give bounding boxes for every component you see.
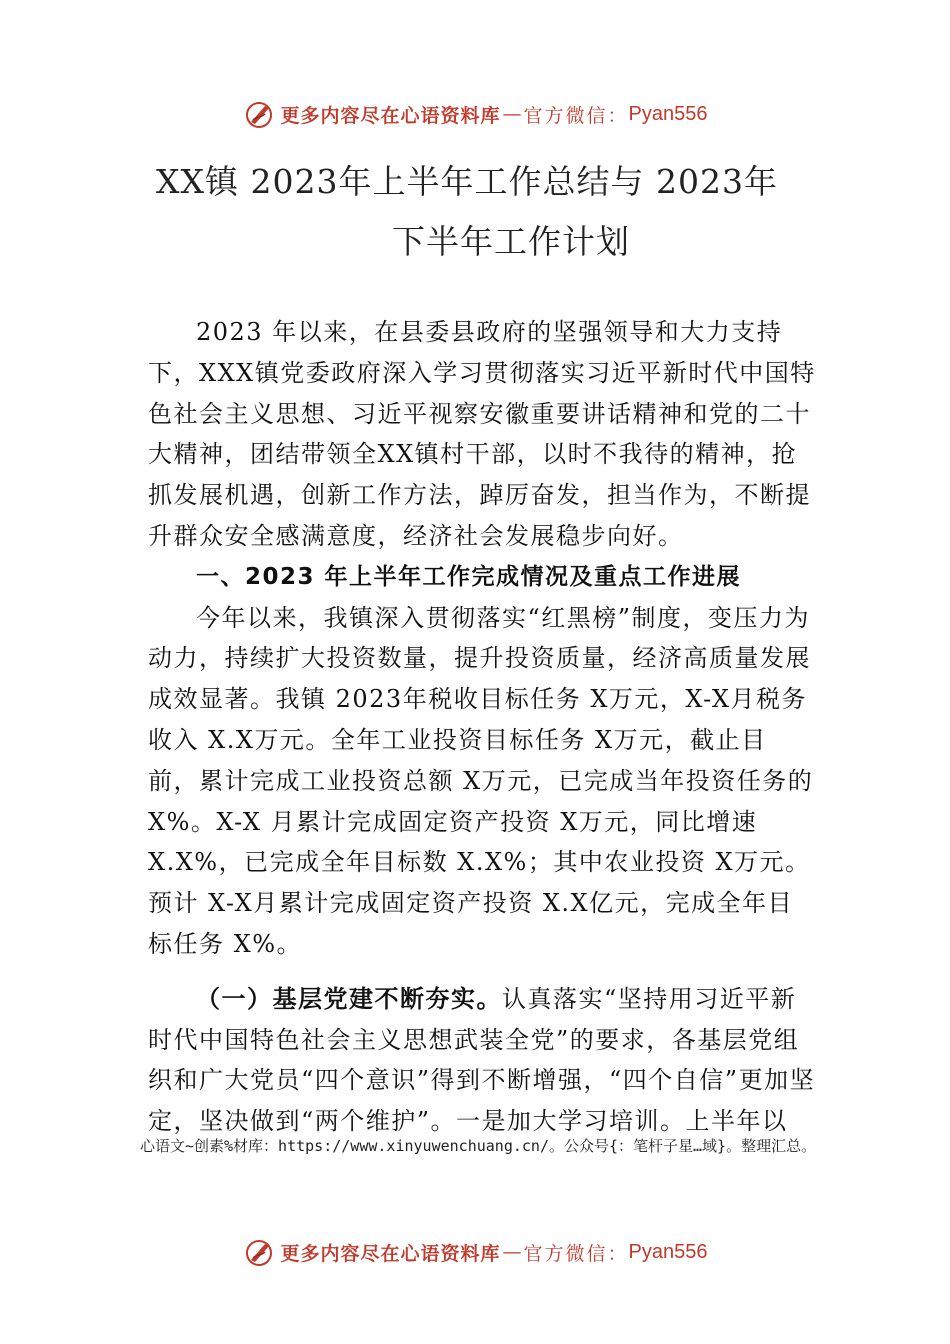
- document-title-line2: 下半年工作计划: [392, 222, 630, 261]
- document-body: [148, 312, 816, 1142]
- banner-wechat-id: Pyan556: [628, 102, 708, 125]
- progress-paragraph: 今年以来，我镇深入贯彻落实“红黑榜”制度，变压力为动力，持续扩大投资数量，提升投资质量，经济高质量发展成效显著。我镇 2023年税收目标任务 X万元，X-X月税务收入 X.X万元。全年工业投资目标任务 X万元，截止目前，累计完成工业投资总额 X万元，已完成当年投资任务的 X%。X-X 月累计完成固定资产投资 X万元，同比增速 X.X%，已完成全年目标数 X.X%；其中农业投资 X万元。预计 X-X月累计完成固定资产投资 X.X亿元，完成全年目标任务 X%。: [148, 603, 814, 958]
- banner-wechat-label: 官方微信：: [523, 104, 629, 127]
- banner-wechat-label: 官方微信：: [523, 1242, 629, 1265]
- banner-text: 更多内容尽在心语资料库: [280, 1242, 501, 1265]
- banner-dash: —: [502, 103, 522, 125]
- pen-logo-icon: [243, 1236, 275, 1268]
- party-building-text: 认真落实“坚持用习近平新时代中国特色社会主义思想武装全党”的要求，各基层党组织和广大党员“四个意识”得到不断增强，“四个自信”更加坚定，坚决做到“两个维护”。一是加大学习培训。上半年以: [148, 984, 816, 1136]
- header-banner: [0, 94, 950, 134]
- section-heading: 一、2023 年上半年工作完成情况及重点工作进展: [196, 563, 742, 590]
- footer-banner: [0, 1232, 950, 1272]
- party-building-paragraph: [148, 979, 816, 1142]
- document-title-line1: XX镇 2023年上半年工作总结与 2023年: [156, 162, 778, 201]
- source-footnote: 心语文~创素%材库：https://www.xinyuwenchuang.cn/。公众号{：笔杆子星…域}。整理汇总。: [140, 1137, 817, 1155]
- banner-text: 更多内容尽在心语资料库: [280, 104, 501, 127]
- banner-wechat-id: Pyan556: [628, 1240, 708, 1263]
- banner-dash: —: [502, 1241, 522, 1263]
- intro-paragraph: 2023 年以来，在县委县政府的坚强领导和大力支持下，XXX镇党委政府深入学习贯彻落实习近平新时代中国特色社会主义思想、习近平视察安徽重要讲话精神和党的二十大精神，团结带领全XX镇村干部，以时不我待的精神，抢抓发展机遇，创新工作方法，踔厉奋发，担当作为，不断提升群众安全感满意度，经济社会发展稳步向好。: [148, 318, 816, 550]
- pen-logo-icon: [243, 98, 275, 130]
- party-building-lead: （一）基层党建不断夯实。: [196, 983, 502, 1013]
